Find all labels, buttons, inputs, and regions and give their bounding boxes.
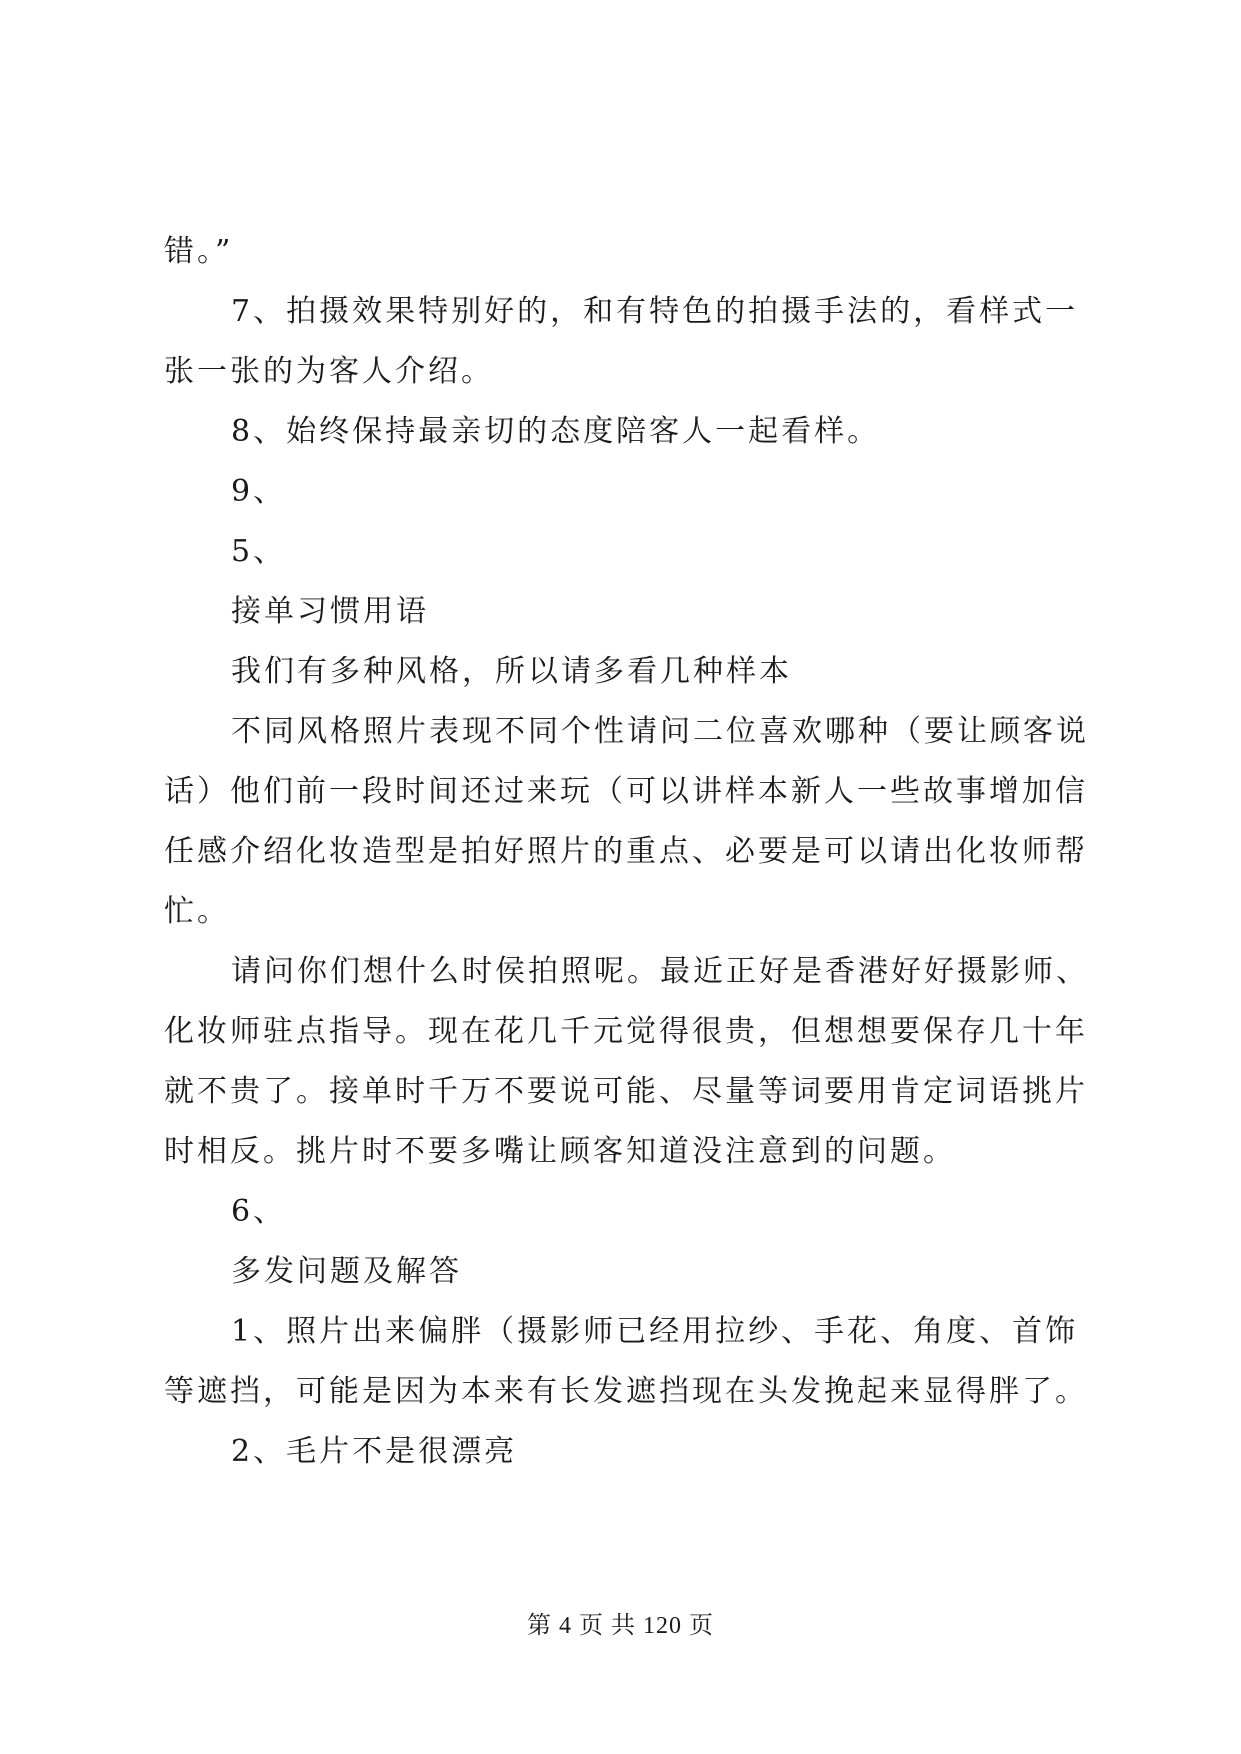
text-line: 请问你们想什么时侯拍照呢。最近正好是香港好好摄影师、 — [231, 954, 1089, 989]
text-line: 8、始终保持最亲切的态度陪客人一起看样。 — [231, 414, 881, 449]
text-line: 6、 — [231, 1194, 287, 1229]
text-line: 我们有多种风格，所以请多看几种样本 — [231, 654, 792, 689]
text-line: 7、拍摄效果特别好的，和有特色的拍摄手法的，看样式一 — [231, 294, 1079, 329]
document-body — [164, 222, 1089, 1482]
text-line: 化妆师驻点指导。现在花几千元觉得很贵，但想想要保存几十年 — [164, 1014, 1088, 1049]
text-line: 忙。 — [164, 894, 230, 929]
text-line: 错。” — [164, 234, 234, 269]
page-footer: 第 4 页 共 120 页 — [527, 1613, 714, 1639]
text-line: 接单习惯用语 — [231, 594, 429, 629]
text-line: 张一张的为客人介绍。 — [164, 354, 494, 389]
text-line: 5、 — [231, 534, 287, 569]
text-line: 多发问题及解答 — [231, 1254, 462, 1289]
text-line: 时相反。挑片时不要多嘴让顾客知道没注意到的问题。 — [164, 1134, 956, 1169]
text-line: 等遮挡，可能是因为本来有长发遮挡现在头发挽起来显得胖了。 — [164, 1374, 1088, 1409]
text-line: 不同风格照片表现不同个性请问二位喜欢哪种（要让顾客说 — [231, 714, 1089, 749]
text-line: 9、 — [231, 474, 287, 509]
text-line: 话）他们前一段时间还过来玩（可以讲样本新人一些故事增加信 — [164, 774, 1088, 809]
text-line: 1、照片出来偏胖（摄影师已经用拉纱、手花、角度、首饰 — [231, 1314, 1079, 1349]
text-line: 2、毛片不是很漂亮 — [231, 1434, 518, 1469]
text-line: 就不贵了。接单时千万不要说可能、尽量等词要用肯定词语挑片 — [164, 1074, 1088, 1109]
text-line: 任感介绍化妆造型是拍好照片的重点、必要是可以请出化妆师帮 — [164, 834, 1088, 869]
